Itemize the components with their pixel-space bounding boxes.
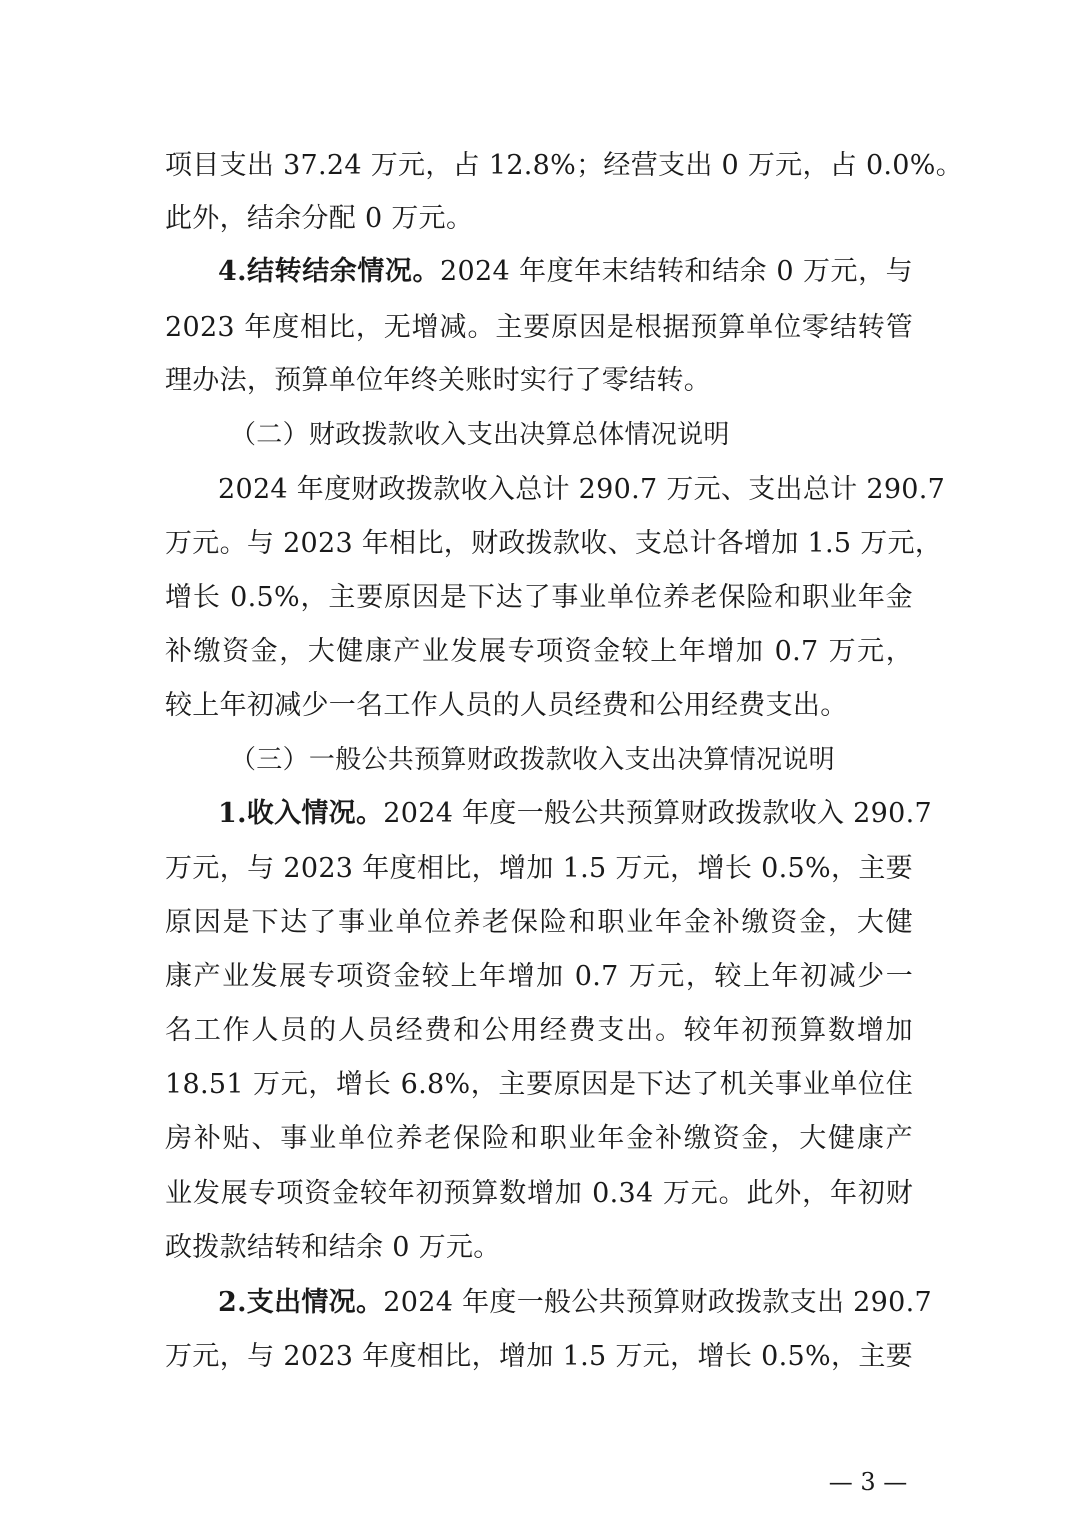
subsection-heading-3: （三）一般公共预算财政拨款收入支出决算情况说明: [230, 745, 835, 775]
section-4-text: 2024 年度年末结转和结余 0 万元，与: [440, 256, 913, 287]
income-line: [218, 786, 932, 842]
body-line: 万元。与 2023 年相比，财政拨款收、支总计各增加 1.5 万元，: [165, 528, 943, 559]
body-line: 业发展专项资金较年初预算数增加 0.34 万元。此外，年初财: [165, 1178, 913, 1209]
body-line: 补缴资金，大健康产业发展专项资金较上年增加 0.7 万元，: [165, 636, 913, 667]
body-line: 康产业发展专项资金较上年增加 0.7 万元，较上年初减少一: [165, 961, 913, 992]
income-text: 2024 年度一般公共预算财政拨款收入 290.7: [383, 798, 932, 829]
body-line: 项目支出 37.24 万元，占 12.8%；经营支出 0 万元，占 0.0%。: [165, 150, 964, 181]
expense-text: 2024 年度一般公共预算财政拨款支出 290.7: [383, 1287, 932, 1318]
body-line: 原因是下达了事业单位养老保险和职业年金补缴资金，大健: [165, 907, 913, 938]
body-line: 18.51 万元，增长 6.8%，主要原因是下达了机关事业单位住: [165, 1069, 913, 1100]
body-line: 万元，与 2023 年度相比，增加 1.5 万元，增长 0.5%，主要: [165, 1341, 913, 1372]
body-line: 较上年初减少一名工作人员的人员经费和公用经费支出。: [165, 690, 848, 721]
income-heading: 1.收入情况。: [218, 798, 384, 829]
section-4-heading: 4.结转结余情况。: [218, 256, 441, 287]
expense-heading: 2.支出情况。: [218, 1287, 384, 1318]
body-line: 理办法，预算单位年终关账时实行了零结转。: [165, 365, 711, 396]
body-line: 房补贴、事业单位养老保险和职业年金补缴资金，大健康产: [165, 1123, 913, 1154]
body-line: 名工作人员的人员经费和公用经费支出。较年初预算数增加: [165, 1015, 913, 1046]
page-number: — 3 —: [828, 1468, 908, 1496]
body-line: 万元，与 2023 年度相比，增加 1.5 万元，增长 0.5%，主要: [165, 853, 913, 884]
body-line: 2023 年度相比，无增减。主要原因是根据预算单位零结转管: [165, 312, 913, 343]
body-line: 此外，结余分配 0 万元。: [165, 203, 474, 234]
body-line: 2024 年度财政拨款收入总计 290.7 万元、支出总计 290.7: [218, 474, 946, 505]
subsection-heading-2: （二）财政拨款收入支出决算总体情况说明: [230, 420, 730, 450]
section-4-line: [218, 244, 913, 300]
body-line: 增长 0.5%，主要原因是下达了事业单位养老保险和职业年金: [165, 582, 913, 613]
body-line: 政拨款结转和结余 0 万元。: [165, 1232, 501, 1263]
expense-line: [218, 1275, 932, 1331]
